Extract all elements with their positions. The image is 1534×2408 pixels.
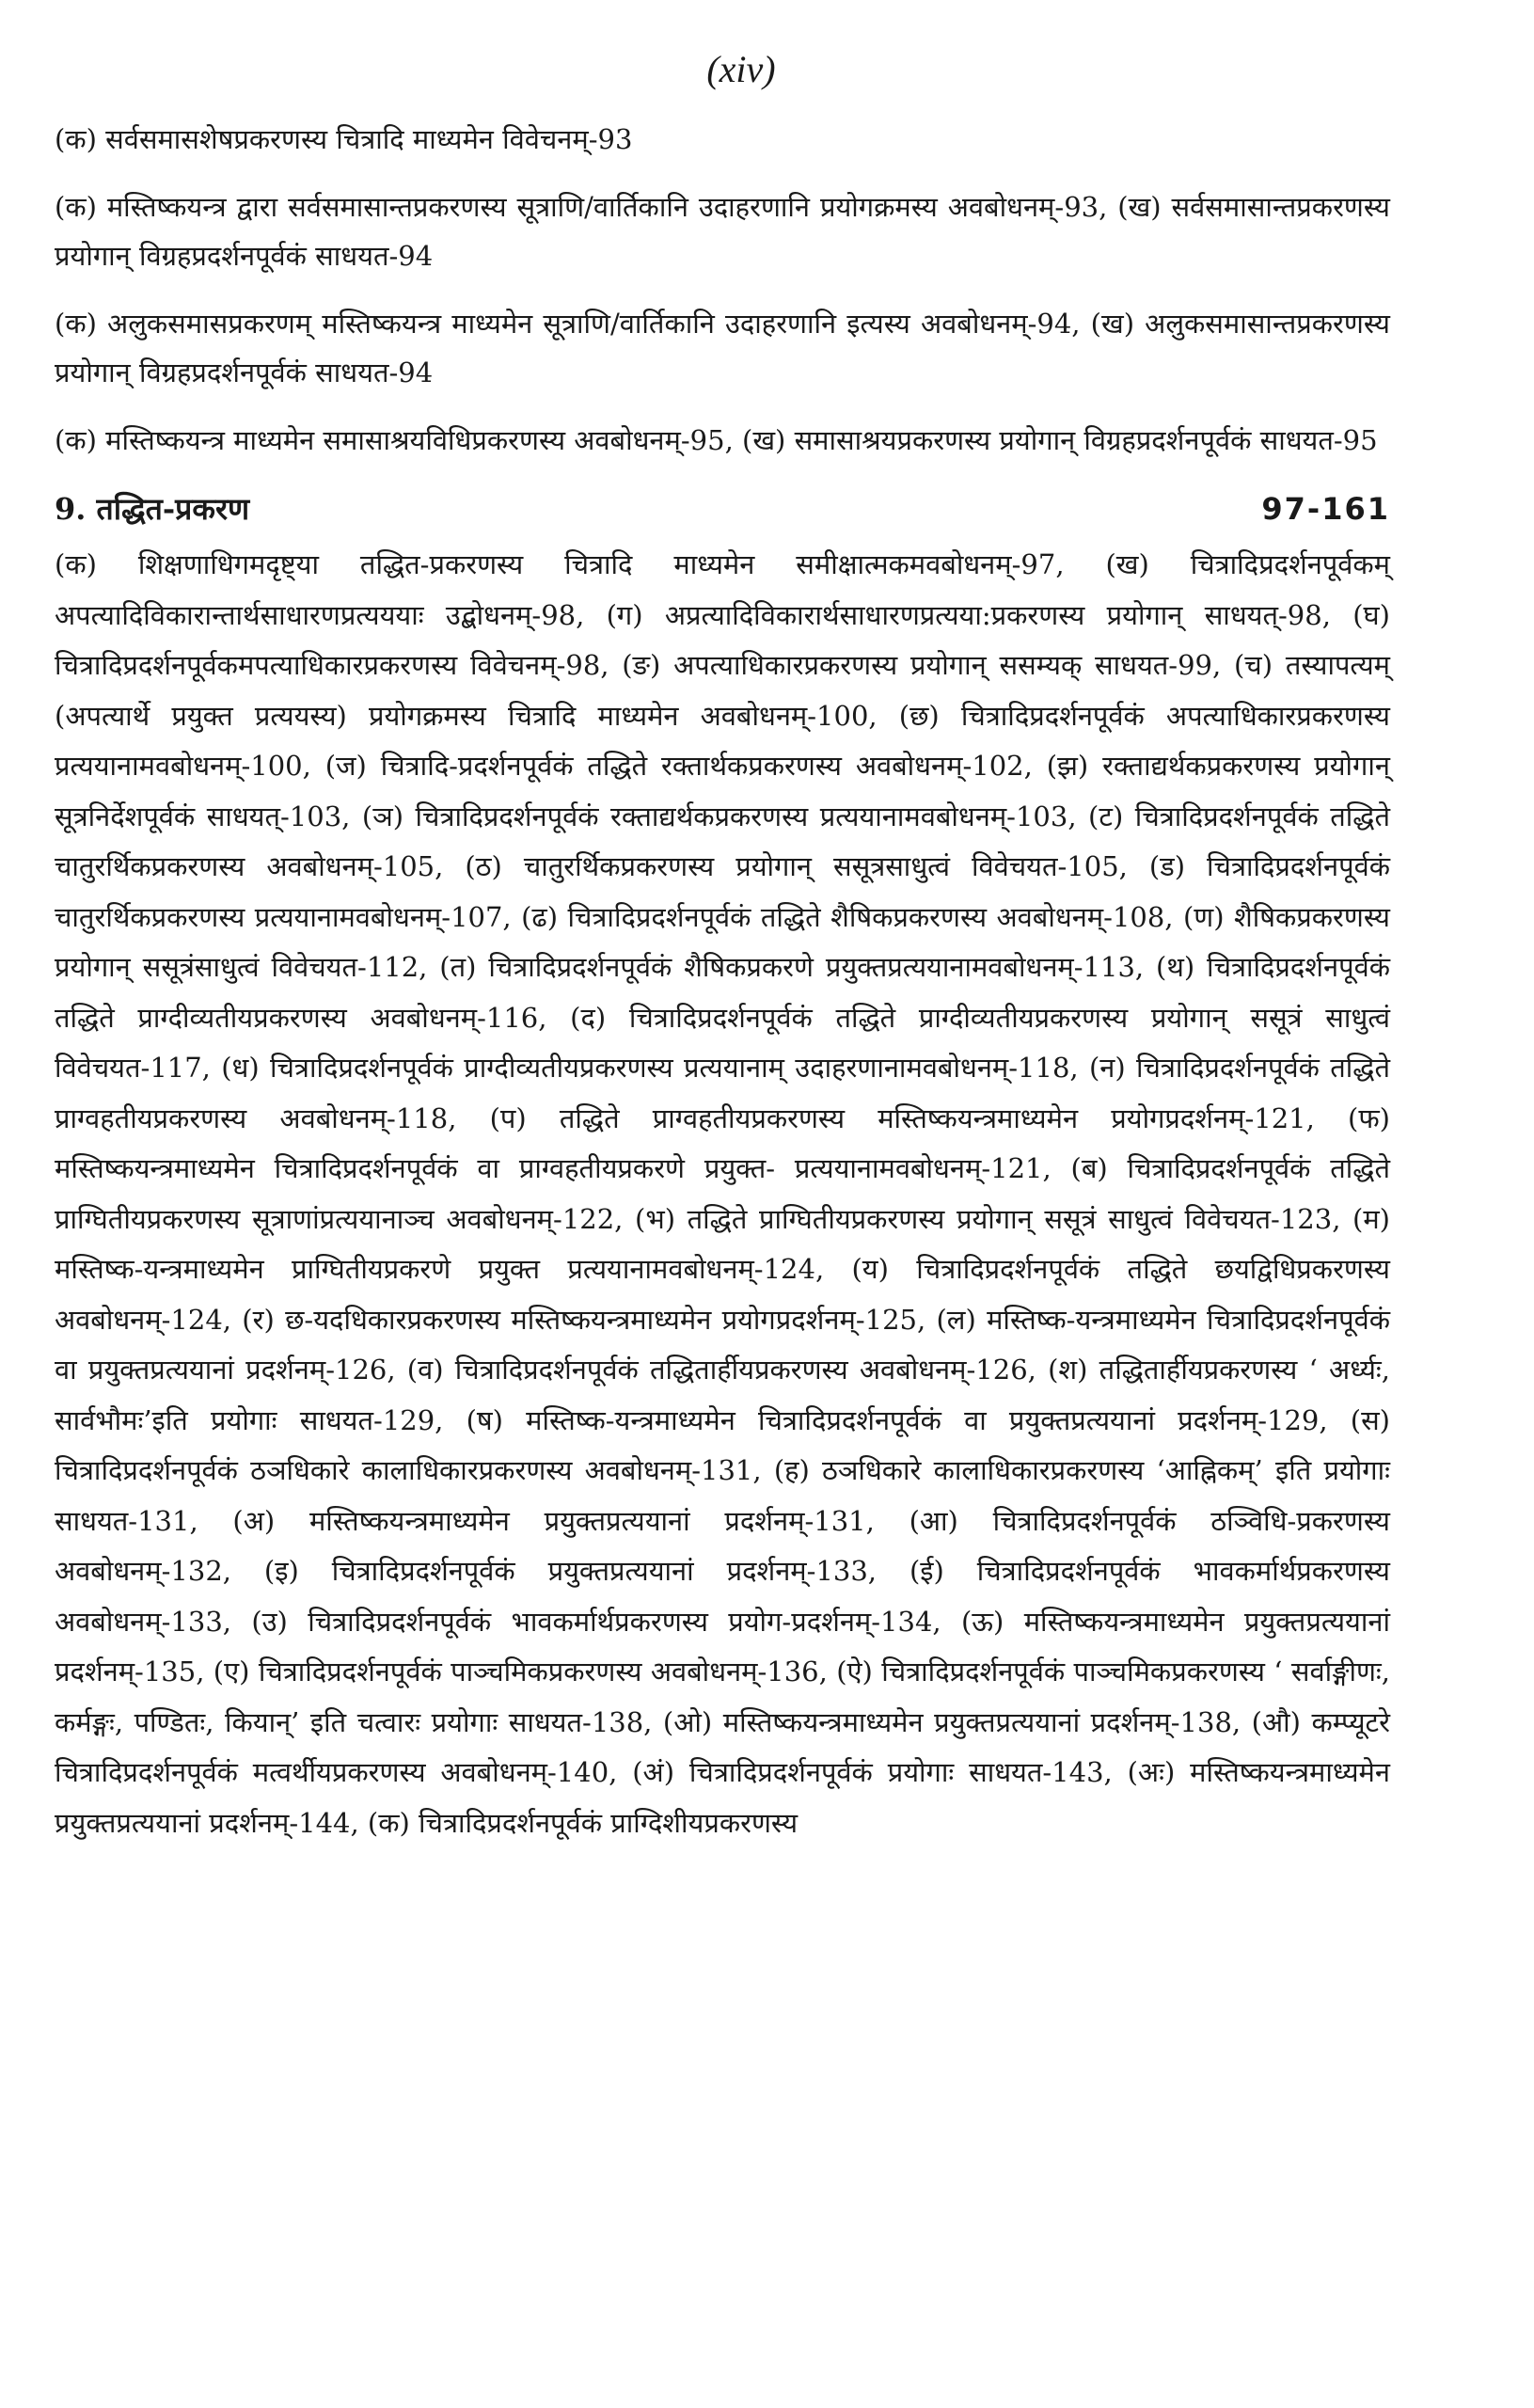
section-body: (क) शिक्षणाधिगमदृष्ट्या तद्धित-प्रकरणस्य चित्रादि माध्यमेन समीक्षात्मकमवबोधनम्-97, (ख) चित्रादिप्रदर्शनपूर्वकम् अपत्यादिविकारान्तार्थसाधारणप्रत्यययाः उद्बोधनम्-98, (ग) अप्रत्यादिविकारार्थसाधारणप्रत्यया:प्रकरणस्य प्रयोगान् साधयत्-98, (घ) चित्रादिप्रदर्शनपूर्वकमपत्याधिकारप्रकरणस्य विवेचनम्-98, (ङ) अपत्याधिकारप्रकरणस्य प्रयोगान् ससम्यक् साधयत-99, (च) तस्यापत्यम् (अपत्यार्थे प्रयुक्त प्रत्ययस्य) प्रयोगक्रमस्य चित्रादि माध्यमेन अवबोधनम्-100, (छ) चित्रादिप्रदर्शनपूर्वकं अपत्याधिकारप्रकरणस्य प्रत्ययानामवबोधनम्-100, (ज) चित्रादि-प्रदर्शनपूर्वकं तद्धिते रक्तार्थकप्रकरणस्य अवबोधनम्-102, (झ) रक्ताद्यर्थकप्रकरणस्य प्रयोगान् सूत्रनिर्देशपूर्वकं साधयत्-103, (ञ) चित्रादिप्रदर्शनपूर्वकं रक्ताद्यर्थकप्रकरणस्य प्रत्ययानामवबोधनम्-103, (ट) चित्रादिप्रदर्शनपूर्वकं तद्धिते चातुरर्थिकप्रकरणस्य अवबोधनम्-105, (ठ) चातुरर्थिकप्रकरणस्य प्रयोगान् ससूत्रसाधुत्वं विवेचयत-105, (ड) चित्रादिप्रदर्शनपूर्वकं चातुरर्थिकप्रकरणस्य प्रत्ययानामवबोधनम्-107, (ढ) चित्रादिप्रदर्शनपूर्वकं तद्धिते शैषिकप्रकरणस्य अवबोधनम्-108, (ण) शैषिकप्रकरणस्य प्रयोगान् ससूत्रंसाधुत्वं विवेचयत-112, (त) चित्रादिप्रदर्शनपूर्वकं शैषिकप्रकरणे प्रयुक्तप्रत्ययानामवबोधनम्-113, (थ) चित्रादिप्रदर्शनपूर्वकं तद्धिते प्राग्दीव्यतीयप्रकरणस्य अवबोधनम्-116, (द) चित्रादिप्रदर्शनपूर्वकं तद्धिते प्राग्दीव्यतीयप्रकरणस्य प्रयोगान् ससूत्रं साधुत्वं विवेचयत-117, (ध) चित्रादिप्रदर्शनपूर्वकं प्राग्दीव्यतीयप्रकरणस्य प्रत्ययानाम् उदाहरणानामवबोधनम्-118, (न) चित्रादिप्रदर्शनपूर्वकं तद्धिते प्राग्वहतीयप्रकरणस्य अवबोधनम्-118, (प) तद्धिते प्राग्वहतीयप्रकरणस्य मस्तिष्कयन्त्रमाध्यमेन प्रयोगप्रदर्शनम्-121, (फ) मस्तिष्कयन्त्रमाध्यमेन चित्रादिप्रदर्शनपूर्वकं वा प्राग्वहतीयप्रकरणे प्रयुक्त- प्रत्ययानामवबोधनम्-121, (ब) चित्रादिप्रदर्शनपूर्वकं तद्धिते प्राग्घितीयप्रकरणस्य सूत्राणांप्रत्ययानाञ्च अवबोधनम्-122, (भ) तद्धिते प्राग्घितीयप्रकरणस्य प्रयोगान् ससूत्रं साधुत्वं विवेचयत-123, (म) मस्तिष्क-यन्त्रमाध्यमेन प्राग्घितीयप्रकरणे प्रयुक्त प्रत्ययानामवबोधनम्-124, (य) चित्रादिप्रदर्शनपूर्वकं तद्धिते छयद्विधिप्रकरणस्य अवबोधनम्-124, (र) छ-यदधिकारप्रकरणस्य मस्तिष्कयन्त्रमाध्यमेन प्रयोगप्रदर्शनम्-125, (ल) मस्तिष्क-यन्त्रमाध्यमेन चित्रादिप्रदर्शनपूर्वकं वा प्रयुक्तप्रत्ययानां प्रदर्शनम्-126, (व) चित्रादिप्रदर्शनपूर्वकं तद्धितार्हीयप्रकरणस्य अवबोधनम्-126, (श) तद्धितार्हीयप्रकरणस्य ‘ अर्ध्यः, सार्वभौमः’इति प्रयोगाः साधयत-129, (ष) मस्तिष्क-यन्त्रमाध्यमेन चित्रादिप्रदर्शनपूर्वकं वा प्रयुक्तप्रत्ययानां प्रदर्शनम्-129, (स) चित्रादिप्रदर्शनपूर्वकं ठञधिकारे कालाधिकारप्रकरणस्य अवबोधनम्-131, (ह) ठञधिकारे कालाधिकारप्रकरणस्य ‘आह्निकम्’ इति प्रयोगाः साधयत-131, (अ) मस्तिष्कयन्त्रमाध्यमेन प्रयुक्तप्रत्ययानां प्रदर्शनम्-131, (आ) चित्रादिप्रदर्शनपूर्वकं ठञ्विधि-प्रकरणस्य अवबोधनम्-132, (इ) चित्रादिप्रदर्शनपूर्वकं प्रयुक्तप्रत्ययानां प्रदर्शनम्-133, (ई) चित्रादिप्रदर्शनपूर्वकं भावकर्मार्थप्रकरणस्य अवबोधनम्-133, (उ) चित्रादिप्रदर्शनपूर्वकं भावकर्मार्थप्रकरणस्य प्रयोग-प्रदर्शनम्-134, (ऊ) मस्तिष्कयन्त्रमाध्यमेन प्रयुक्तप्रत्ययानां प्रदर्शनम्-135, (ए) चित्रादिप्रदर्शनपूर्वकं पाञ्चमिकप्रकरणस्य अवबोधनम्-136, (ऐ) चित्रादिप्रदर्शनपूर्वकं पाञ्चमिकप्रकरणस्य ‘ सर्वाङ्गीणः, कर्मङ्गः, पण्डितः, कियान्’ इति चत्वारः प्रयोगाः साधयत-138, (ओ) मस्तिष्कयन्त्रमाध्यमेन प्रयुक्तप्रत्ययानां प्रदर्शनम्-138, (औ) कम्प्यूटरे चित्रादिप्रदर्शनपूर्वकं मत्वर्थीयप्रकरणस्य अवबोधनम्-140, (अं) चित्रादिप्रदर्शनपूर्वकं प्रयोगाः साधयत-143, (अः) मस्तिष्कयन्त्रमाध्यमेन प्रयुक्तप्रत्ययानां प्रदर्शनम्-144, (क) चित्रादिप्रदर्शनपूर्वकं प्राग्दिशीयप्रकरणस्य — [55, 548, 1390, 1839]
section-title: 9. तद्धित-प्रकरण — [55, 491, 250, 527]
toc-entry-samasashraya: (क) मस्तिष्कयन्त्र माध्यमेन समासाश्रयविधिप्रकरणस्य अवबोधनम्-95, (ख) समासाश्रयप्रकरणस्य प्रयोगान् विग्रहप्रदर्शनपूर्वकं साधयत-95 — [55, 424, 1378, 456]
section-heading — [55, 483, 1390, 534]
document-page — [55, 43, 1390, 1848]
toc-entry-sarvasamasashesha: (क) सर्वसमासशेषप्रकरणस्य चित्रादि माध्यमेन विवेचनम्-93 — [55, 123, 633, 155]
toc-entry-sarvasamasanta: (क) मस्तिष्कयन्त्र द्वारा सर्वसमासान्तप्रकरणस्य सूत्राणि/वार्तिकानि उदाहरणानि प्रयोगक्रमस्य अवबोधनम्-93, (ख) सर्वसमासान्तप्रकरणस्य प्रयोगान् विग्रहप्रदर्शनपूर्वकं साधयत-94 — [55, 191, 1390, 272]
section-page-range: 97-161 — [1261, 491, 1390, 527]
toc-entry-aluksamasa: (क) अलुकसमासप्रकरणम् मस्तिष्कयन्त्र माध्यमेन सूत्राणि/वार्तिकानि उदाहरणानि इत्यस्य अवबोधनम्-94, (ख) अलुकसमासान्तप्रकरणस्य प्रयोगान् विग्रहप्रदर्शनपूर्वकं साधयत-94 — [55, 308, 1390, 388]
page-number: (xiv) — [706, 48, 776, 90]
